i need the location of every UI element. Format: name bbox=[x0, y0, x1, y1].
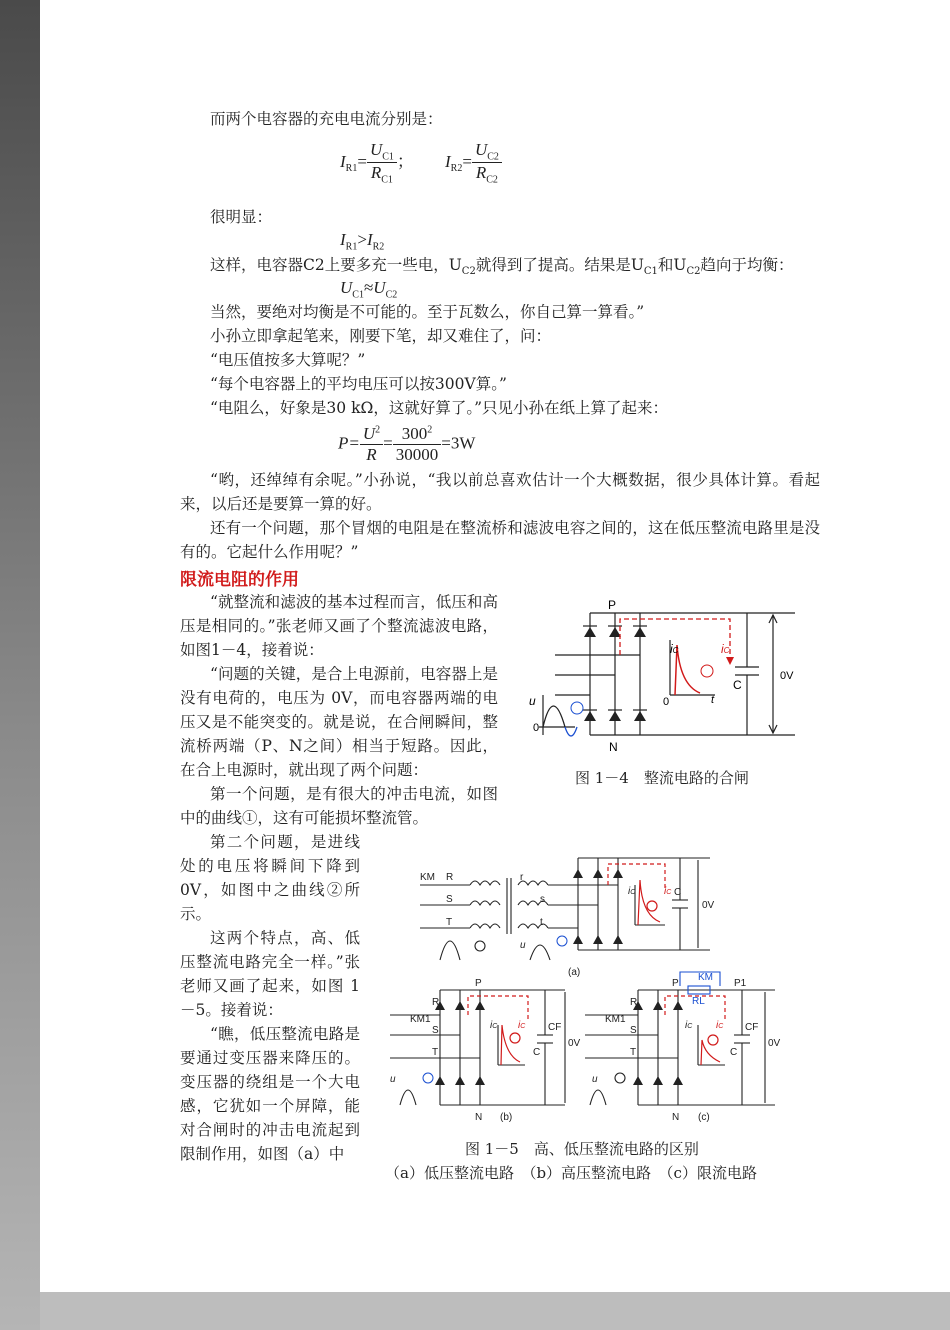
text-line: “每个电容器上的平均电压可以按300V算。” bbox=[210, 375, 507, 393]
svg-text:N: N bbox=[475, 1112, 483, 1123]
figure-1-5-circuits bbox=[380, 850, 800, 1130]
svg-text:KM: KM bbox=[698, 972, 713, 983]
figure-caption: 图 1－5 高、低压整流电路的区别 bbox=[465, 1140, 699, 1158]
bottom-margin-bar bbox=[40, 1292, 950, 1330]
svg-text:(a): (a) bbox=[568, 967, 581, 978]
figure-caption: 图 1－4 整流电路的合闸 bbox=[575, 769, 749, 787]
paragraph: “就整流和滤波的基本过程而言，低压和高压是相同的。”张老师又画了个整流滤波电路，如图1－4，接着说： bbox=[180, 593, 498, 659]
svg-text:RL: RL bbox=[692, 996, 705, 1007]
svg-text:iC: iC bbox=[721, 642, 730, 656]
text-line: 当然，要绝对均衡是不可能的。至于瓦数么，你自己算一算看。” bbox=[210, 303, 645, 321]
svg-text:t: t bbox=[540, 917, 543, 928]
svg-text:P: P bbox=[608, 598, 617, 612]
svg-text:S: S bbox=[432, 1025, 439, 1036]
svg-text:0: 0 bbox=[663, 696, 670, 708]
section-heading: 限流电阻的作用 bbox=[180, 570, 299, 590]
equation-ir2: $I_{R2}=$ $\frac{U_{C2}}{R_{C2}}$ bbox=[445, 140, 502, 186]
equation-inequality: $I_{R1}>I_{R2}$ bbox=[340, 230, 385, 253]
svg-text:P: P bbox=[672, 978, 679, 989]
text-line: 小孙立即拿起笔来，刚要下笔，却又难住了，问： bbox=[210, 327, 552, 345]
svg-text:CF: CF bbox=[548, 1022, 562, 1033]
equation-approx: $U_{C1}\approx U_{C2}$ bbox=[340, 278, 398, 301]
svg-text:C: C bbox=[730, 1047, 738, 1058]
svg-text:iC: iC bbox=[685, 1020, 693, 1031]
svg-text:P1: P1 bbox=[734, 978, 747, 989]
svg-text:iC: iC bbox=[716, 1020, 724, 1031]
svg-text:C: C bbox=[733, 678, 742, 692]
svg-text:(c): (c) bbox=[698, 1112, 710, 1123]
equation-power: P= $\frac{U^2}{R}$ = $\frac{300^2}{30000}$ =3W bbox=[338, 424, 476, 464]
text-line: “电压值按多大算呢？” bbox=[210, 351, 366, 369]
paragraph: 第二个问题，是进线处的电压将瞬间下降到0V，如图中之曲线②所示。 bbox=[180, 833, 360, 923]
paragraph: 还有一个问题，那个冒烟的电阻是在整流桥和滤波电容之间的，这在低压整流电路里是没有的。它起什么作用呢？” bbox=[180, 519, 820, 561]
svg-text:iC: iC bbox=[670, 642, 679, 656]
svg-text:u: u bbox=[390, 1074, 396, 1085]
svg-text:KM1: KM1 bbox=[605, 1014, 626, 1025]
svg-text:S: S bbox=[630, 1025, 637, 1036]
paragraph: “哟，还绰绰有余呢。”小孙说，“我以前总喜欢估计一个大概数据，很少具体计算。看起来，以后还是要算一算的好。 bbox=[180, 471, 820, 513]
paragraph: “问题的关键，是合上电源前，电容器上是没有电荷的，电压为 0V，而电容器两端的电压又是不能突变的。就是说，在合闸瞬间，整流桥两端（P、N之间）相当于短路。因此，在合上电源时，就出现了两个问题： bbox=[180, 665, 498, 779]
svg-text:S: S bbox=[446, 894, 453, 905]
svg-text:iC: iC bbox=[628, 886, 636, 897]
paragraph: 这两个特点，高、低压整流电路完全一样。”张老师又画了起来，如图 1－5。接着说： bbox=[180, 929, 360, 1019]
svg-text:KM: KM bbox=[420, 872, 435, 883]
svg-text:C: C bbox=[533, 1047, 541, 1058]
figure-1-4-circuit bbox=[525, 595, 805, 755]
svg-text:N: N bbox=[672, 1112, 680, 1123]
svg-text:t: t bbox=[711, 694, 715, 706]
svg-text:N: N bbox=[609, 740, 618, 754]
svg-text:R: R bbox=[446, 872, 454, 883]
svg-text:R: R bbox=[630, 997, 638, 1008]
paragraph: “瞧，低压整流电路是要通过变压器来降压的。变压器的绕组是一个大电感，它犹如一个屏障，能对合闸时的冲击电流起到限制作用，如图（a）中 bbox=[180, 1025, 360, 1163]
svg-text:0: 0 bbox=[533, 722, 540, 734]
svg-text:iC: iC bbox=[518, 1020, 526, 1031]
text-line: “电阻么，好象是30 kΩ，这就好算了。”只见小孙在纸上算了起来： bbox=[210, 399, 668, 417]
svg-text:s: s bbox=[540, 894, 545, 905]
svg-text:u: u bbox=[520, 940, 526, 951]
svg-text:(b): (b) bbox=[500, 1112, 513, 1123]
svg-text:u: u bbox=[592, 1074, 598, 1085]
svg-text:P: P bbox=[475, 978, 482, 989]
paragraph: 第一个问题，是有很大的冲击电流，如图中的曲线①，这有可能损坏整流管。 bbox=[180, 785, 498, 827]
svg-text:u: u bbox=[529, 694, 536, 708]
text-line: 而两个电容器的充电电流分别是： bbox=[210, 110, 443, 128]
svg-text:T: T bbox=[432, 1047, 439, 1058]
text-line: 这样，电容器C2上要多充一些电，$U_{C2}$就得到了提高。结果是$U_{C1}$和$U_{C2}$趋向于均衡： bbox=[210, 256, 794, 278]
svg-text:CF: CF bbox=[745, 1022, 759, 1033]
svg-text:KM1: KM1 bbox=[410, 1014, 431, 1025]
figure-subcaption: （a）低压整流电路 （b）高压整流电路 （c）限流电路 bbox=[385, 1164, 757, 1182]
svg-text:0V: 0V bbox=[702, 900, 715, 911]
svg-text:iC: iC bbox=[490, 1020, 498, 1031]
svg-text:r: r bbox=[520, 872, 524, 883]
left-margin-bar bbox=[0, 0, 40, 1330]
text-line: 很明显： bbox=[210, 208, 273, 226]
svg-text:C: C bbox=[674, 887, 682, 898]
svg-text:0V: 0V bbox=[568, 1038, 581, 1049]
equation-ir1: $I_{R1}=$ $\frac{U_{C1}}{R_{C1}}$ ； bbox=[340, 140, 414, 186]
svg-text:T: T bbox=[446, 917, 453, 928]
svg-text:T: T bbox=[630, 1047, 637, 1058]
svg-text:0V: 0V bbox=[768, 1038, 781, 1049]
svg-text:iC: iC bbox=[664, 886, 672, 897]
svg-text:R: R bbox=[432, 997, 440, 1008]
svg-text:0V: 0V bbox=[780, 670, 794, 682]
